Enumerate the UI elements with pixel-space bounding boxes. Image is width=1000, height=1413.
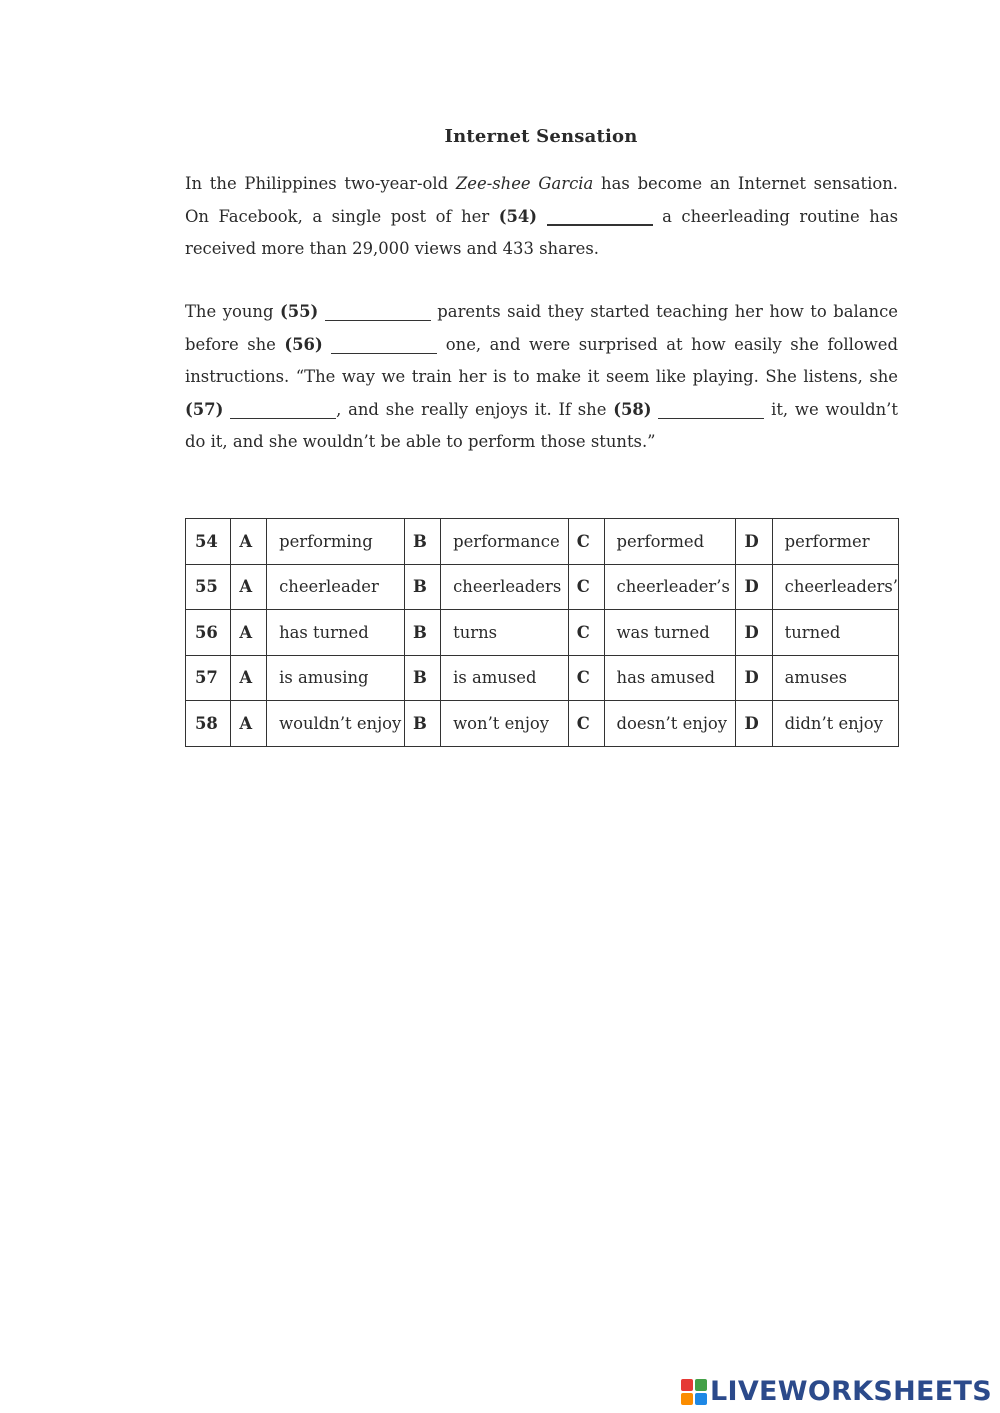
question-number: 56 bbox=[186, 610, 231, 656]
gap-58-blank[interactable] bbox=[658, 400, 764, 419]
option-letter-a: A bbox=[231, 564, 267, 610]
option-55-d[interactable]: cheerleaders’ bbox=[772, 564, 898, 610]
gap-56-label: (56) bbox=[284, 334, 323, 354]
gap-55-label: (55) bbox=[279, 302, 319, 321]
option-row-58 bbox=[186, 701, 899, 747]
option-letter-c: C bbox=[568, 519, 604, 565]
passage-paragraph-2: The young (55) parents said they started teaching her how to balance before she (56) one, and were surprised at how easily she followed instructions. “The way we train her is to make it seem like playing. She listens, she (57) , and she really enjoys it. If she (58) it, we wouldn’t do it, and she wouldn’t be able to perform those stunts.” bbox=[185, 302, 899, 451]
passage-paragraph-1: In the Philippines two-year-old Zee-shee Garcia has become an Internet sensation. On Facebook, a single post of her (54) a cheerleading routine has received more than 29,000 views and 433 shares. bbox=[185, 174, 899, 258]
option-letter-d: D bbox=[736, 564, 772, 610]
option-54-c[interactable]: performed bbox=[604, 519, 736, 565]
logo-text: LIVEWORKSHEETS bbox=[709, 1376, 992, 1407]
option-letter-a: A bbox=[231, 519, 267, 565]
option-letter-a: A bbox=[231, 655, 267, 701]
option-letter-d: D bbox=[736, 701, 772, 747]
option-letter-b: B bbox=[405, 610, 441, 656]
option-letter-c: C bbox=[568, 701, 604, 747]
option-letter-d: D bbox=[736, 519, 772, 565]
option-58-b[interactable]: won’t enjoy bbox=[441, 701, 569, 747]
option-55-c[interactable]: cheerleader’s bbox=[604, 564, 736, 610]
option-56-c[interactable]: was turned bbox=[604, 610, 736, 656]
question-number: 54 bbox=[186, 519, 231, 565]
option-54-d[interactable]: performer bbox=[772, 519, 898, 565]
option-letter-b: B bbox=[405, 519, 441, 565]
liveworksheets-logo bbox=[681, 1376, 992, 1407]
option-letter-b: B bbox=[405, 655, 441, 701]
gap-57-blank[interactable] bbox=[230, 400, 336, 419]
gap-54-label: (54) bbox=[498, 206, 538, 226]
option-letter-c: C bbox=[568, 610, 604, 656]
gap-57-label: (57) bbox=[185, 399, 224, 419]
option-letter-c: C bbox=[568, 655, 604, 701]
option-row-56 bbox=[186, 610, 899, 656]
option-letter-a: A bbox=[231, 701, 267, 747]
gap-55-blank[interactable] bbox=[325, 302, 431, 321]
option-57-c[interactable]: has amused bbox=[604, 655, 736, 701]
option-row-57 bbox=[186, 655, 899, 701]
option-letter-b: B bbox=[405, 701, 441, 747]
option-letter-d: D bbox=[736, 610, 772, 656]
option-letter-c: C bbox=[568, 564, 604, 610]
option-55-a[interactable]: cheerleader bbox=[267, 564, 405, 610]
option-row-55 bbox=[186, 564, 899, 610]
option-letter-b: B bbox=[405, 564, 441, 610]
option-54-a[interactable]: performing bbox=[267, 519, 405, 565]
question-number: 55 bbox=[186, 564, 231, 610]
option-57-d[interactable]: amuses bbox=[772, 655, 898, 701]
liveworksheets-logo-icon bbox=[681, 1379, 707, 1405]
person-name: Zee-shee Garcia bbox=[455, 174, 594, 193]
option-letter-d: D bbox=[736, 655, 772, 701]
option-55-b[interactable]: cheerleaders bbox=[441, 564, 569, 610]
worksheet-title: Internet Sensation bbox=[444, 126, 638, 147]
question-number: 57 bbox=[186, 655, 231, 701]
option-58-a[interactable]: wouldn’t enjoy bbox=[267, 701, 405, 747]
option-57-a[interactable]: is amusing bbox=[267, 655, 405, 701]
option-letter-a: A bbox=[231, 610, 267, 656]
option-58-c[interactable]: doesn’t enjoy bbox=[604, 701, 736, 747]
option-56-d[interactable]: turned bbox=[772, 610, 898, 656]
option-54-b[interactable]: performance bbox=[441, 519, 569, 565]
option-row-54 bbox=[186, 519, 899, 565]
gap-54-blank[interactable] bbox=[547, 206, 653, 226]
gap-56-blank[interactable] bbox=[331, 335, 437, 354]
option-56-a[interactable]: has turned bbox=[267, 610, 405, 656]
question-number: 58 bbox=[186, 701, 231, 747]
option-57-b[interactable]: is amused bbox=[441, 655, 569, 701]
option-56-b[interactable]: turns bbox=[441, 610, 569, 656]
option-58-d[interactable]: didn’t enjoy bbox=[772, 701, 898, 747]
gap-58-label: (58) bbox=[613, 399, 652, 419]
options-table bbox=[185, 518, 899, 747]
